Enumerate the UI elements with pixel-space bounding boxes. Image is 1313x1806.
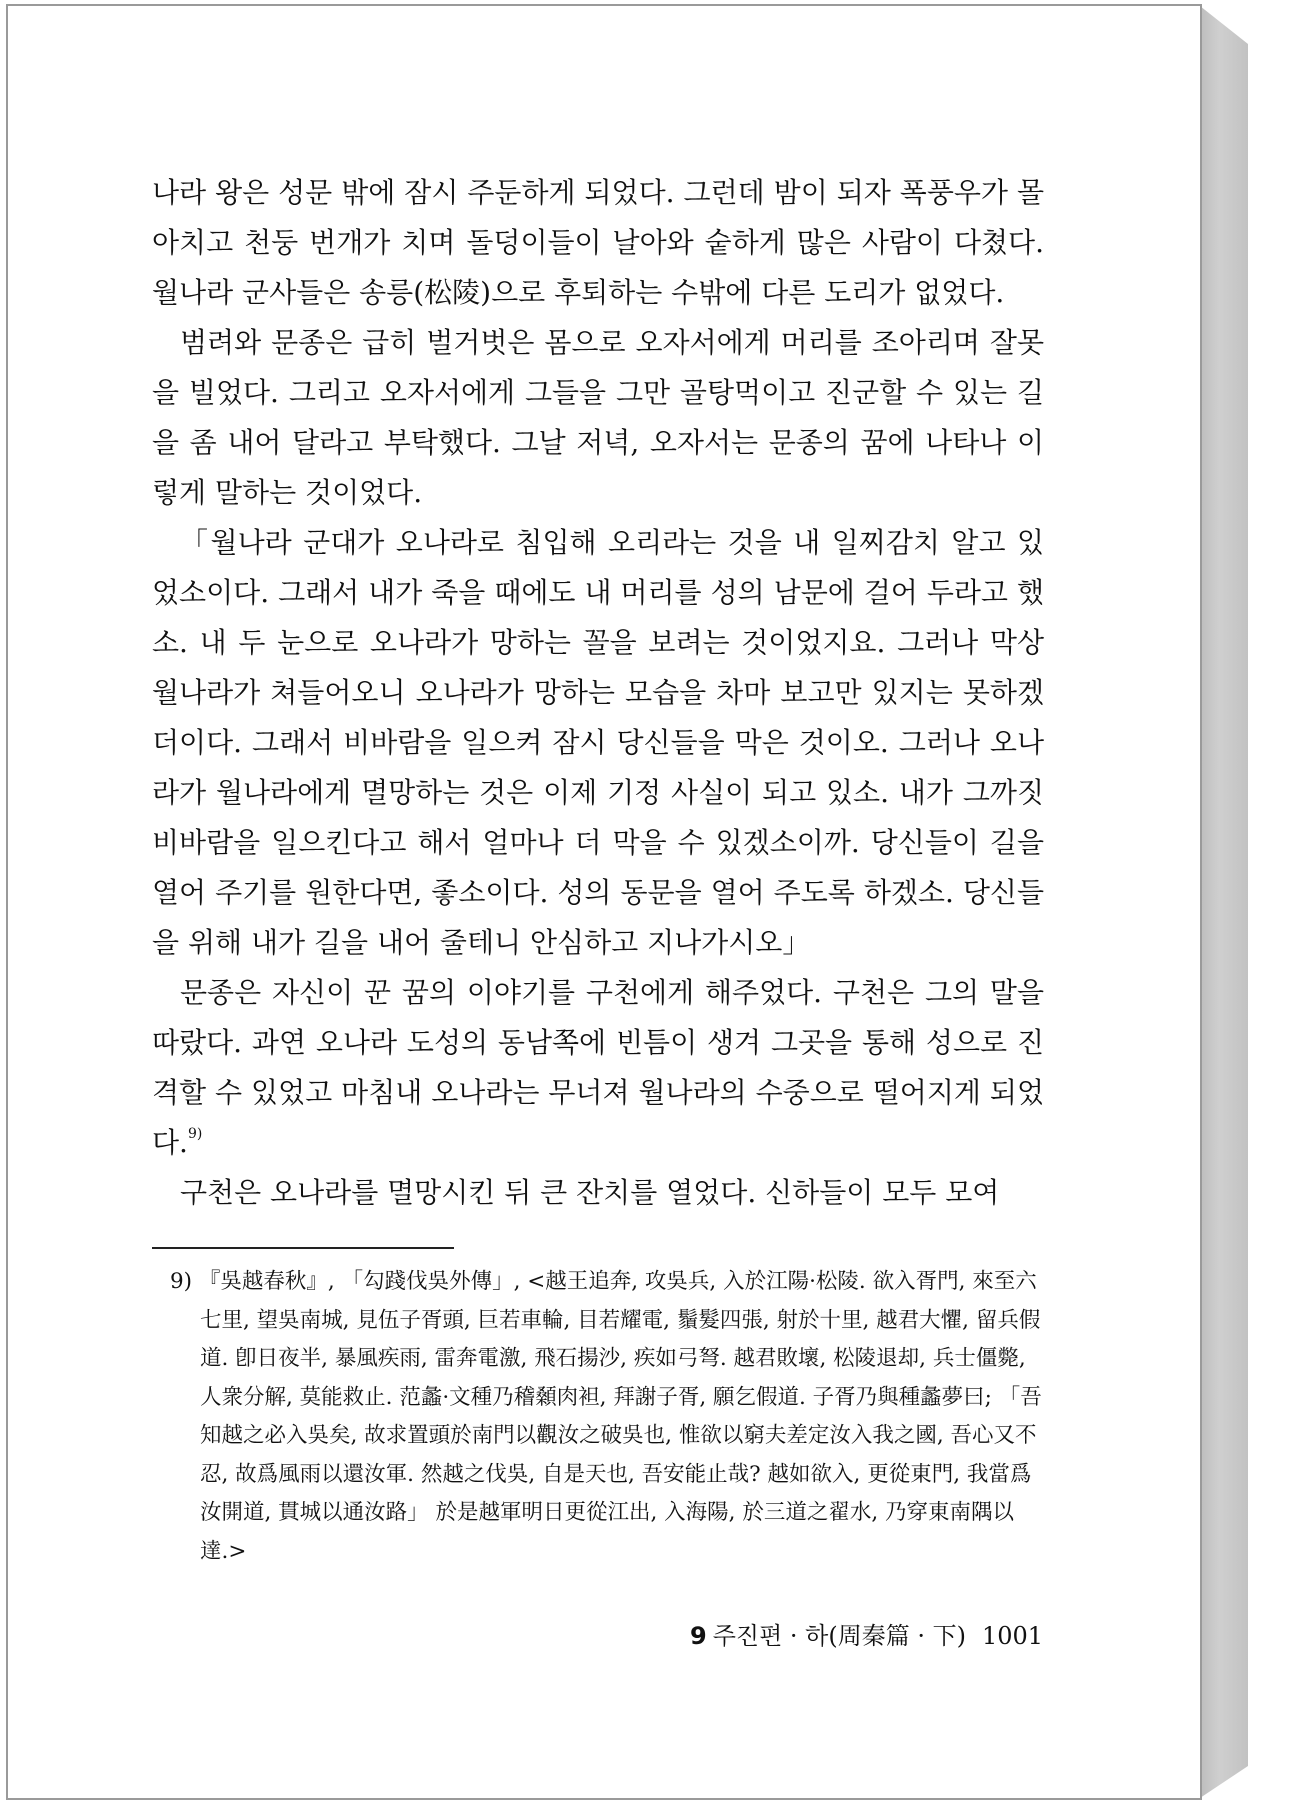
running-footer xyxy=(690,1616,1044,1651)
paragraph-4 xyxy=(152,968,1044,1168)
footnote xyxy=(170,1263,1046,1571)
footnote-divider xyxy=(152,1247,454,1249)
footnote-9-text: 9) 『吳越春秋』, 「勾踐伐吳外傳」, <越王追奔, 攻吳兵, 入於江陽·松陵. 欲入胥門, 來至六七里, 望吳南城, 見伍子胥頭, 巨若車輪, 目若耀電, 鬚髮四張, 射於十里, 越君大懼, 留兵假道. 卽日夜半, 暴風疾雨, 雷奔電激, 飛石揚沙, 疾如弓弩. 越君敗壞, 松陵退却, 兵士僵斃, 人衆分解, 莫能救止. 范蠡·文種乃稽顙肉袒, 拜謝子胥, 願乞假道. 子胥乃與種蠡夢曰; 「吾知越之必入吳矣, 故求置頭於南門以觀汝之破吳也, 惟欲以窮夫差定汝入我之國, 吾心又不忍, 故爲風雨以還汝軍. 然越之伐吳, 自是天也, 吾安能止哉? 越如欲入, 更從東門, 我當爲汝開道, 貫城以通汝路」 於是越軍明日更從江出, 入海陽, 於三道之翟水, 乃穿東南隅以達.> xyxy=(170,1269,1042,1564)
paragraph-2: 범려와 문종은 급히 벌거벗은 몸으로 오자서에게 머리를 조아리며 잘못을 빌었다. 그리고 오자서에게 그들을 그만 골탕먹이고 진군할 수 있는 길을 좀 내어 달라고 부탁했다. 그날 저녁, 오자서는 문종의 꿈에 나타나 이렇게 말하는 것이었다. xyxy=(152,326,1044,509)
page-number: 1001 xyxy=(981,1622,1044,1650)
paragraph-1: 나라 왕은 성문 밖에 잠시 주둔하게 되었다. 그런데 밤이 되자 폭풍우가 몰아치고 천둥 번개가 치며 돌덩이들이 날아와 숱하게 많은 사람이 다쳤다. 월나라 군사들은 송릉(松陵)으로 후퇴하는 수밖에 다른 도리가 없었다. xyxy=(152,176,1044,309)
main-text xyxy=(152,168,1044,1218)
chapter-title: 주진편 · 하(周秦篇 · 下) xyxy=(712,1622,966,1650)
book-spine-edge xyxy=(1200,6,1248,1798)
footnote-reference: 9) xyxy=(187,1126,203,1142)
chapter-number: 9 xyxy=(690,1622,707,1650)
paragraph-3-quote: 「월나라 군대가 오나라로 침입해 오리라는 것을 내 일찌감치 알고 있었소이다. 그래서 내가 죽을 때에도 내 머리를 성의 남문에 걸어 두라고 했소. 내 두 눈으로 오나라가 망하는 꼴을 보려는 것이었지요. 그러나 막상 월나라가 쳐들어오니 오나라가 망하는 모습을 차마 보고만 있지는 못하겠더이다. 그래서 비바람을 일으켜 잠시 당신들을 막은 것이오. 그러나 오나라가 월나라에게 멸망하는 것은 이제 기정 사실이 되고 있소. 내가 그까짓 비바람을 일으킨다고 해서 얼마나 더 막을 수 있겠소이까. 당신들이 길을 열어 주기를 원한다면, 좋소이다. 성의 동문을 열어 주도록 하겠소. 당신들을 위해 내가 길을 내어 줄테니 안심하고 지나가시오」 xyxy=(152,526,1044,959)
paragraph-5: 구천은 오나라를 멸망시킨 뒤 큰 잔치를 열었다. 신하들이 모두 모여 xyxy=(180,1176,1000,1209)
paragraph-4-text: 문종은 자신이 꾼 꿈의 이야기를 구천에게 해주었다. 구천은 그의 말을 따랐다. 과연 오나라 도성의 동남쪽에 빈틈이 생겨 그곳을 통해 성으로 진격할 수 있었고 마침내 오나라는 무너져 월나라의 수중으로 떨어지게 되었다. xyxy=(152,976,1044,1159)
